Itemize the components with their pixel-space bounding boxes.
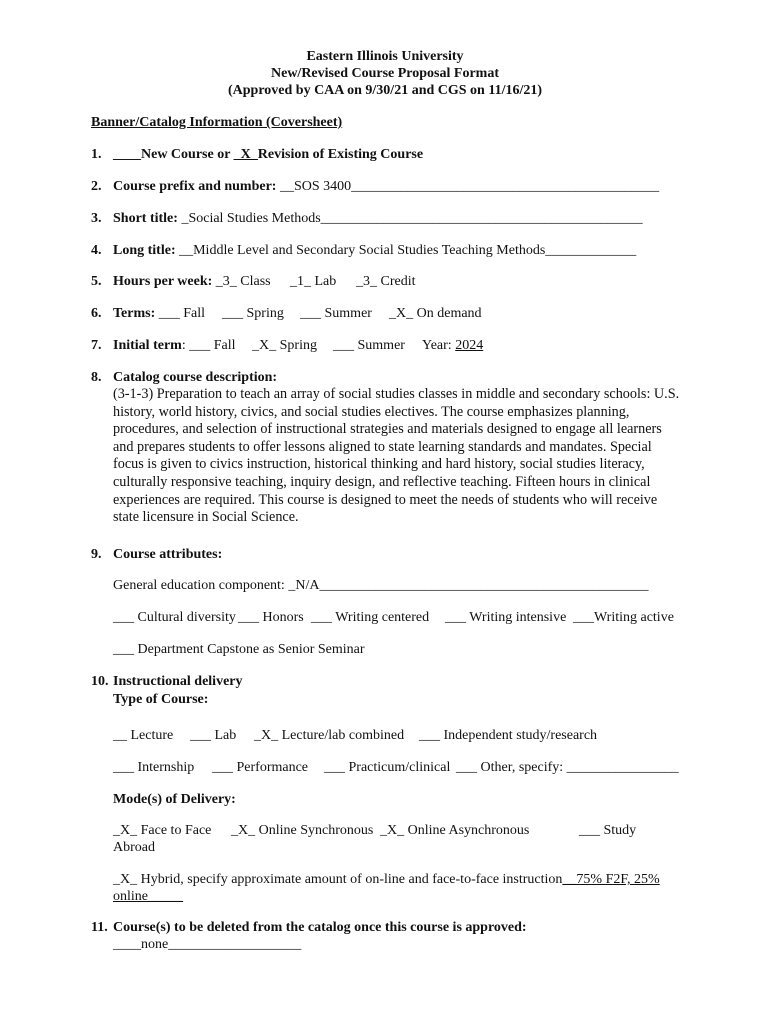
university-name: Eastern Illinois University bbox=[306, 49, 464, 64]
course-attributes-label: Course attributes: bbox=[113, 547, 223, 562]
revision-mark[interactable]: _X_ bbox=[233, 147, 258, 162]
item-number: 1. bbox=[91, 147, 102, 162]
hybrid-field[interactable]: __75% F2F, 25% bbox=[562, 872, 660, 887]
item-number: 10. bbox=[91, 674, 109, 689]
mode-online-sync bbox=[231, 822, 373, 839]
attr-writing-centered[interactable]: ___ Writing centered bbox=[311, 610, 430, 625]
type-independent-study[interactable]: ___ Independent study/research bbox=[419, 728, 598, 743]
type-lecture[interactable]: __ Lecture bbox=[113, 728, 174, 743]
mode-face-to-face bbox=[113, 822, 211, 839]
short-title-label: Short title: bbox=[113, 211, 182, 226]
on-demand-mark[interactable]: _X_ bbox=[389, 306, 414, 321]
item-7-line bbox=[113, 337, 236, 354]
sync-mark[interactable]: _X_ bbox=[231, 823, 256, 838]
type-of-course-label: Type of Course: bbox=[113, 692, 209, 707]
async-label: Online Asynchronous bbox=[404, 823, 530, 838]
gen-ed-label: General education component: bbox=[113, 578, 289, 593]
year-label: Year: bbox=[422, 338, 456, 353]
on-demand-label: On demand bbox=[413, 306, 482, 321]
initial-fall-option[interactable]: ___ Fall bbox=[189, 338, 236, 353]
f2f-label: Face to Face bbox=[137, 823, 212, 838]
item-number: 4. bbox=[91, 243, 102, 258]
gen-ed-line bbox=[113, 577, 648, 594]
attr-writing-active[interactable]: ___Writing active bbox=[573, 610, 674, 625]
attr-capstone[interactable]: ___ Department Capstone as Senior Seminar bbox=[113, 642, 365, 657]
new-course-label: New Course or bbox=[141, 147, 234, 162]
course-prefix-label: Course prefix and number: bbox=[113, 179, 280, 194]
item-number: 2. bbox=[91, 179, 102, 194]
instructional-delivery-label: Instructional delivery bbox=[113, 674, 243, 689]
initial-spring-label: Spring bbox=[276, 338, 317, 353]
credit-label: Credit bbox=[377, 274, 416, 289]
credit-hours bbox=[356, 273, 416, 290]
type-combined bbox=[254, 727, 404, 744]
item-4-line bbox=[113, 242, 636, 259]
class-hours-field[interactable]: _3_ bbox=[215, 274, 237, 289]
combined-mark[interactable]: _X_ bbox=[254, 728, 279, 743]
item-5-line bbox=[113, 273, 271, 290]
hybrid-mark[interactable]: _X_ bbox=[113, 872, 138, 887]
initial-summer-option[interactable]: ___ Summer bbox=[333, 338, 405, 353]
item-number: 6. bbox=[91, 306, 102, 321]
lab-hours bbox=[290, 273, 336, 290]
approval-note: (Approved by CAA on 9/30/21 and CGS on 11/16/21) bbox=[227, 83, 543, 98]
type-internship[interactable]: ___ Internship bbox=[113, 760, 195, 775]
async-mark[interactable]: _X_ bbox=[380, 823, 405, 838]
type-performance[interactable]: ___ Performance bbox=[212, 760, 309, 775]
term-spring-option[interactable]: ___ Spring bbox=[222, 306, 284, 321]
catalog-description-text: (3-1-3) Preparation to teach an array of social studies classes in middle and secondary schools: U.S. history, world history, civics, and social studies electives. The course emphasizes planning, procedures, and selection of instructional strategies and materials designed to engage all learners and prepares students to offer lessons aligned to state learning standards and mandates. Special focus is given to civics instruction, historical thinking and hard history, social studies literacy, culturally responsive teaching, inquiry design, and reflective teaching. Fifteen hours in clinical experiences are required. This course is designed to meet the needs of students who will receive state licensure in Social Science. bbox=[113, 386, 680, 526]
item-number: 8. bbox=[91, 370, 102, 385]
item-2-line bbox=[113, 178, 659, 195]
item-number: 3. bbox=[91, 211, 102, 226]
initial-spring-mark[interactable]: _X_ bbox=[252, 338, 277, 353]
section-title: Banner/Catalog Information (Coversheet) bbox=[91, 115, 343, 130]
hybrid-label: Hybrid, specify approximate amount of on-line and face-to-face instruction bbox=[137, 872, 563, 887]
term-summer-option[interactable]: ___ Summer bbox=[300, 306, 372, 321]
mode-online-async bbox=[380, 822, 529, 839]
f2f-mark[interactable]: _X_ bbox=[113, 823, 138, 838]
hours-label: Hours per week: bbox=[113, 274, 216, 289]
initial-year bbox=[422, 337, 483, 354]
lab-hours-field[interactable]: _1_ bbox=[290, 274, 311, 289]
type-other-field[interactable]: ___ Other, specify: ________________ bbox=[456, 760, 679, 775]
type-practicum[interactable]: ___ Practicum/clinical bbox=[324, 760, 451, 775]
initial-term-label: Initial term bbox=[113, 338, 182, 353]
long-title-label: Long title: bbox=[113, 243, 180, 258]
item-number: 5. bbox=[91, 274, 102, 289]
credit-hours-field[interactable]: _3_ bbox=[356, 274, 377, 289]
modes-of-delivery-label: Mode(s) of Delivery: bbox=[113, 792, 236, 807]
item-number: 11. bbox=[91, 920, 108, 935]
year-field[interactable]: 2024 bbox=[455, 338, 484, 353]
short-title-tail: ____________________________________ bbox=[390, 211, 643, 226]
courses-deleted-label: Course(s) to be deleted from the catalog once this course is approved: bbox=[113, 920, 527, 935]
initial-spring bbox=[252, 337, 317, 354]
term-on-demand bbox=[389, 305, 482, 322]
combined-label: Lecture/lab combined bbox=[278, 728, 405, 743]
initial-term-colon: : bbox=[181, 338, 190, 353]
term-fall-option[interactable]: ___ Fall bbox=[158, 306, 206, 321]
long-title-field[interactable]: __Middle Level and Secondary Social Studies Teaching Methods_____________ bbox=[179, 243, 637, 258]
item-number: 9. bbox=[91, 547, 102, 562]
terms-label: Terms: bbox=[113, 306, 159, 321]
mode-study-abroad-cont: Abroad bbox=[113, 840, 155, 855]
item-1-line bbox=[113, 146, 423, 163]
courses-deleted-field[interactable]: ____none___________________ bbox=[113, 937, 302, 952]
course-prefix-field[interactable]: __SOS 3400____________________________________________ bbox=[279, 179, 660, 194]
new-course-blank[interactable]: ____ bbox=[113, 147, 141, 162]
form-title: New/Revised Course Proposal Format bbox=[271, 66, 499, 81]
hybrid-field-cont[interactable]: online_____ bbox=[113, 889, 183, 904]
short-title-field[interactable]: _Social Studies Methods__________ bbox=[181, 211, 391, 226]
type-lab[interactable]: ___ Lab bbox=[190, 728, 237, 743]
gen-ed-field[interactable]: _N/A_______________________________________________ bbox=[288, 578, 649, 593]
item-6-line bbox=[113, 305, 205, 322]
lab-label: Lab bbox=[311, 274, 337, 289]
mode-study-abroad[interactable]: ___ Study bbox=[579, 823, 637, 838]
item-number: 7. bbox=[91, 338, 102, 353]
item-3-line bbox=[113, 210, 643, 227]
mode-hybrid bbox=[113, 871, 660, 888]
class-label: Class bbox=[236, 274, 271, 289]
attr-writing-intensive[interactable]: ___ Writing intensive bbox=[445, 610, 567, 625]
sync-label: Online Synchronous bbox=[255, 823, 374, 838]
revision-label: Revision of Existing Course bbox=[257, 147, 424, 162]
attr-cultural-diversity[interactable]: ___ Cultural diversity bbox=[113, 610, 236, 625]
attr-honors[interactable]: ___ Honors bbox=[238, 610, 304, 625]
catalog-description-label: Catalog course description: bbox=[113, 370, 278, 385]
